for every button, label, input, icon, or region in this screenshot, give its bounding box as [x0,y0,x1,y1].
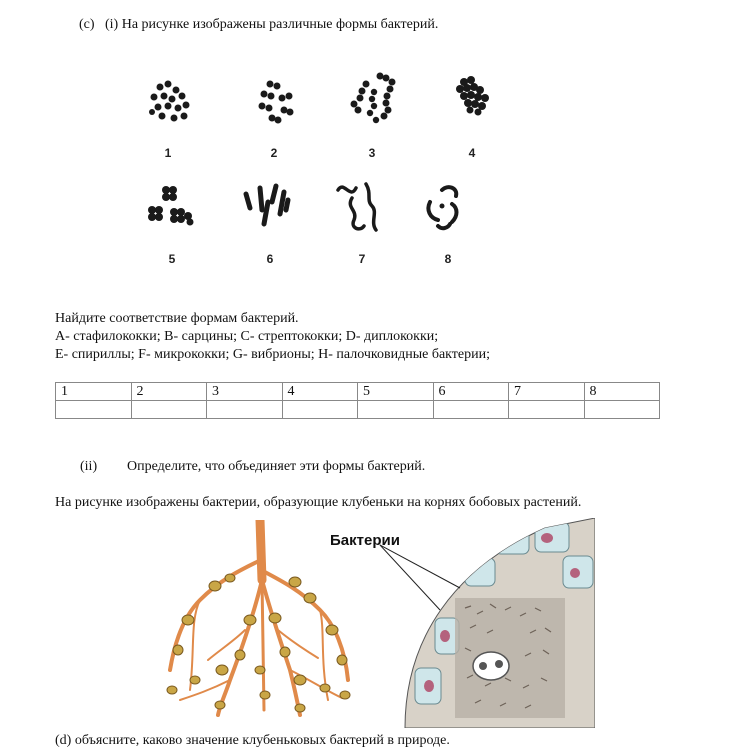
figure-label-1: 1 [164,146,172,160]
figure-label-4: 4 [468,146,476,160]
answer-table-header-cell: 3 [207,383,283,401]
answer-input-cell-5[interactable] [358,401,434,419]
figure-label-6: 6 [266,252,274,266]
figure-label-3: 3 [368,146,376,160]
answer-table-header-cell: 1 [56,383,132,401]
question-c-part-i: (i) На рисунке изображены различные формы бактерий. [105,17,439,32]
root-nodules-illustration [160,520,360,720]
bacteria-shape-6-icon [236,180,306,250]
match-options-line-1: A- стафилококки; B- сарцины; C- стрептококки; D- диплококки; [55,329,439,344]
figure-label-5: 5 [168,252,176,266]
figure-label-2: 2 [270,146,278,160]
bacteria-shape-5-icon [138,180,208,250]
answer-table-header-cell: 2 [131,383,207,401]
answer-table-header-cell: 5 [358,383,434,401]
match-title: Найдите соответствие формам бактерий. [55,311,299,326]
answer-input-cell-7[interactable] [509,401,585,419]
answer-input-cell-6[interactable] [433,401,509,419]
question-d: (d) объясните, каково значение клубеньковых бактерий в природе. [55,733,450,748]
answer-input-cell-1[interactable] [56,401,132,419]
bacteria-shape-2-icon [242,72,312,142]
answer-table-header-cell: 6 [433,383,509,401]
bacteria-shape-1-icon [140,72,210,142]
bacteria-label: Бактерии [330,532,400,549]
answer-table-input-row[interactable] [56,401,660,419]
answer-input-cell-4[interactable] [282,401,358,419]
answer-table [55,382,660,419]
answer-table-header-row [56,383,660,401]
answer-table-header-cell: 8 [584,383,660,401]
match-options-line-2: E- спириллы; F- микрококки; G- вибрионы; H- палочковидные бактерии; [55,347,490,362]
answer-table-header-cell: 7 [509,383,585,401]
figure-label-8: 8 [444,252,452,266]
bacteria-shape-8-icon [416,176,486,246]
bacteria-shape-4-icon [440,70,510,140]
bacteria-shape-3-icon [340,68,410,138]
part-ii-number: (ii) [80,459,98,474]
bacteria-shape-7-icon [330,176,400,246]
answer-input-cell-2[interactable] [131,401,207,419]
question-c-prefix: (c) [79,17,95,32]
figure-label-7: 7 [358,252,366,266]
bacteria-pointer-lines [360,540,480,620]
answer-table-header-cell: 4 [282,383,358,401]
part-ii-question: Определите, что объединяет эти формы бактерий. [127,459,426,474]
answer-input-cell-3[interactable] [207,401,283,419]
answer-input-cell-8[interactable] [584,401,660,419]
nodule-intro: На рисунке изображены бактерии, образующие клубеньки на корнях бобовых растений. [55,495,582,510]
